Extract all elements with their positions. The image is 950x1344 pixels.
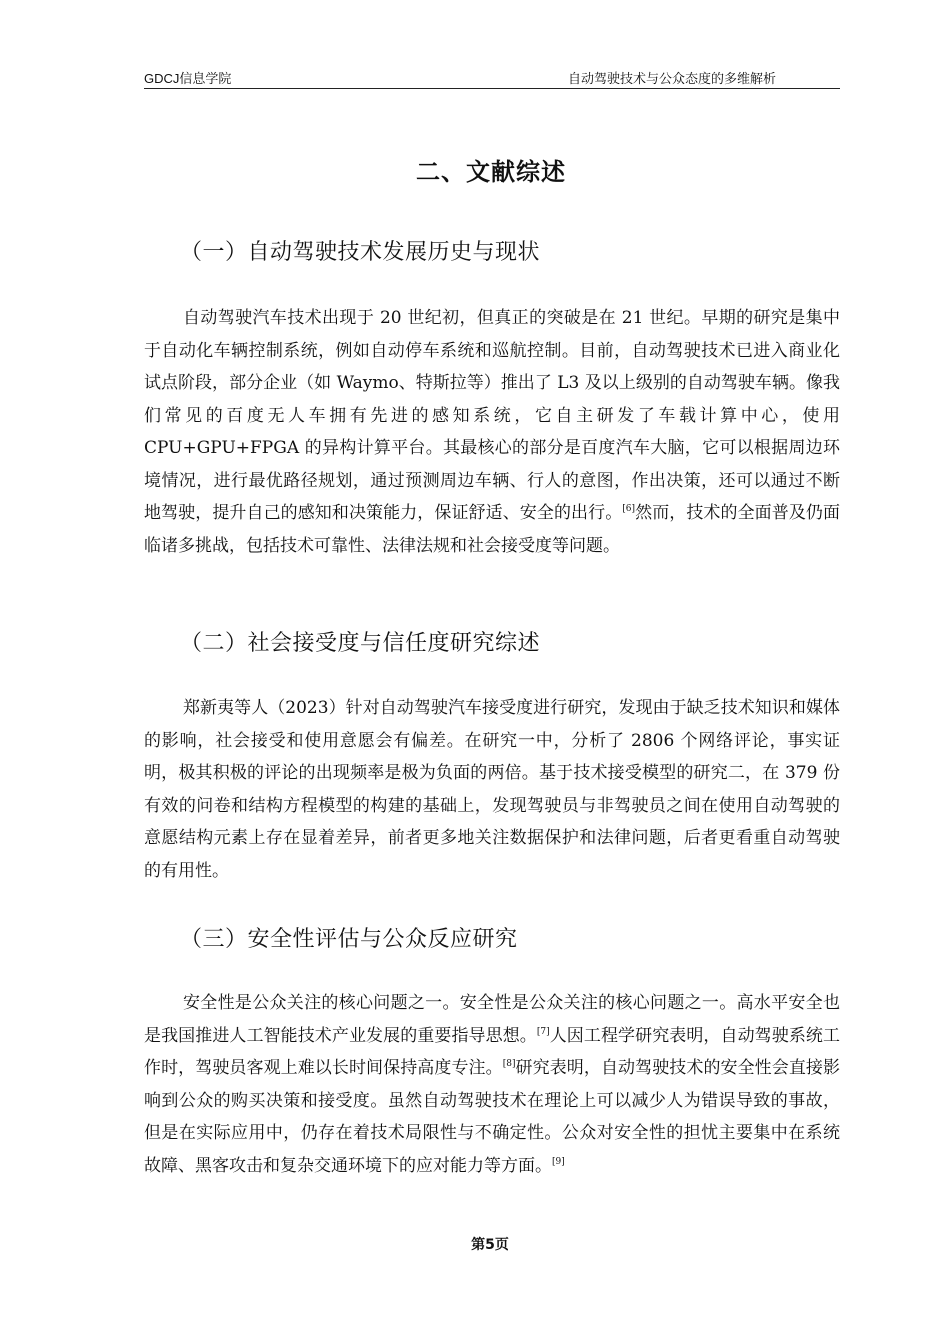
header-document-title: 自动驾驶技术与公众态度的多维解析 — [567, 71, 776, 86]
paragraph-text: 人因工程学研究表明，自动驾驶系统工作时，驾驶员客观上难以长时间保持高度专注。 — [144, 1025, 841, 1078]
citation-marker: [7] — [536, 1026, 550, 1037]
page-header — [144, 64, 840, 89]
page-number: 第5页 — [471, 1237, 509, 1253]
section-title-1: （一）自动驾驶技术发展历史与现状 — [180, 240, 541, 265]
paragraph-text: 然而，技术的全面普及仍面临诸多挑战，包括技术可靠性、法律法规和社会接受度等问题。 — [144, 503, 841, 556]
section-title-3: （三）安全性评估与公众反应研究 — [180, 927, 518, 952]
paragraph-text: 安全性是公众关注的核心问题之一。安全性是公众关注的核心问题之一。高水平安全也是我国推进人工智能技术产业发展的重要指导思想。 — [144, 993, 840, 1046]
paragraph-text: 研究表明，自动驾驶技术的安全性会直接影响到公众的购买决策和接受度。虽然自动驾驶技术在理论上可以减少人为错误导致的事故，但是在实际应用中，仍存在着技术局限性与不确定性。公众对安全性的担忧主要集中在系统故障、黑客攻击和复杂交通环境下的应对能力等方面。 — [144, 1058, 841, 1176]
paragraph-text: 郑新夷等人（2023）针对自动驾驶汽车接受度进行研究，发现由于缺乏技术知识和媒体的影响，社会接受和使用意愿会有偏差。在研究一中，分析了 2806 个网络评论，事实证明，极其积极的评论的出现频率是极为负面的两倍。基于技术接受模型的研究二，在 379 份有效的问卷和结构方程模型的构建的基础上，发现驾驶员与非驾驶员之间在使用自动驾驶的意愿结构元素上存在显着差异，前者更多地关注数据保护和法律问题，后者更看重自动驾驶的有用性。 — [144, 698, 840, 881]
citation-marker: [6] — [622, 504, 636, 514]
citation-marker: [9] — [552, 1156, 565, 1167]
section-3-paragraph — [144, 987, 840, 1182]
citation-marker: [8] — [502, 1059, 516, 1069]
section-title-2: （二）社会接受度与信任度研究综述 — [180, 631, 541, 656]
section-1-paragraph — [144, 302, 840, 562]
section-2-paragraph — [144, 692, 840, 887]
chapter-title: 二、文献综述 — [416, 158, 566, 186]
header-institution: GDCJ信息学院 — [144, 71, 232, 86]
paragraph-text: 自动驾驶汽车技术出现于 20 世纪初，但真正的突破是在 21 世纪。早期的研究是集中于自动化车辆控制系统，例如自动停车系统和巡航控制。目前，自动驾驶技术已进入商业化试点阶段，部分企业（如 Waymo、特斯拉等）推出了 L3 及以上级别的自动驾驶车辆。像我们常见的百度无人车拥有先进的感知系统，它自主研发了车载计算中心，使用 CPU+GPU+FPGA 的异构计算平台。其最核心的部分是百度汽车大脑，它可以根据周边环境情况，进行最优路径规划，通过预测周边车辆、行人的意图，作出决策，还可以通过不断地驾驶，提升自己的感知和决策能力，保证舒适、安全的出行。 — [144, 308, 840, 523]
